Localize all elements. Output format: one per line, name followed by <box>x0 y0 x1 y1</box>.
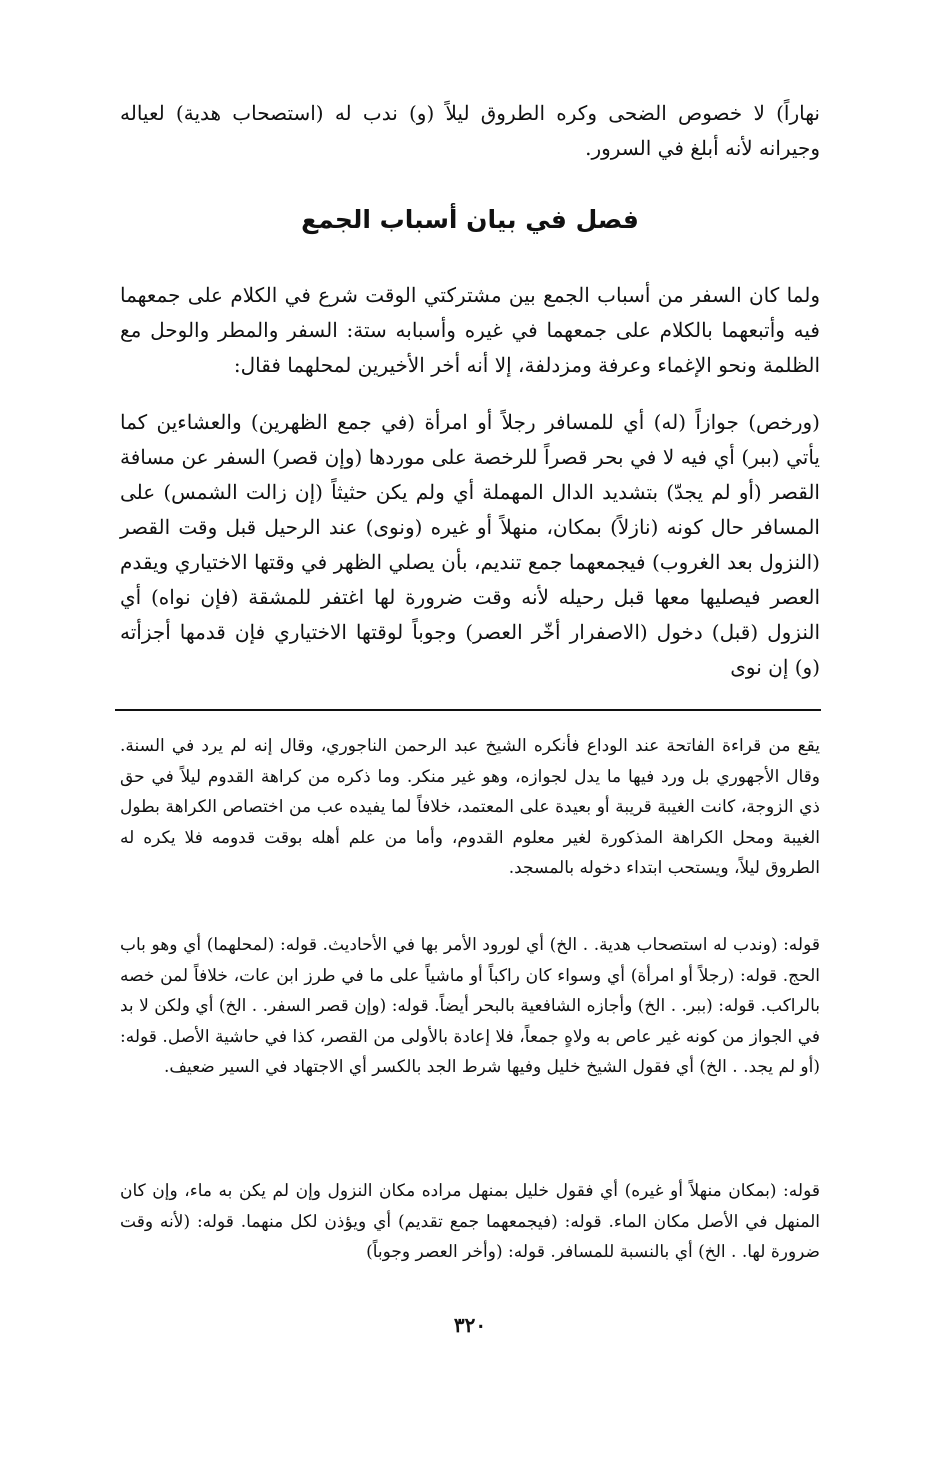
section-heading: فصل في بيان أسباب الجمع <box>301 205 639 234</box>
footnote-1: يقع من قراءة الفاتحة عند الوداع فأنكره الشيخ عبد الرحمن الناجوري، وقال إنه لم يرد في السنة. وقال الأجهوري بل ورد فيها ما يدل لجوازه، وهو غير منكر. وما ذكره من كراهة القدوم ليلاً في حق ذي الزوجة، كانت الغيبة قريبة أو بعيدة على المعتمد، خلافاً لما يفيده عب من اختصاص الكراهة بطول الغيبة ومحل الكراهة المذكورة لغير معلوم القدوم، وأما من علم أهله بوقت قدومه فلا يكره له الطروق ليلاً، ويستحب ابتداء دخوله بالمسجد. <box>120 736 820 878</box>
footnote-separator <box>115 709 821 711</box>
page-number: ٣٢٠ <box>453 1313 487 1337</box>
section-intro-paragraph: ولما كان السفر من أسباب الجمع بين مشتركتي الوقت شرع في الكلام على جمعهما فيه وأتبعهما بالكلام على جمعهما في غيره وأسبابه ستة: السفر والمطر والوحل مع الظلمة ونحو الإغماء وعرفة ومزدلفة، إلا أنه أخر الأخيرين لمحلهما فقال: <box>120 283 820 377</box>
ruling-paragraph: (ورخص) جوازاً (له) أي للمسافر رجلاً أو امرأة (في جمع الظهرين) والعشاءين كما يأتي (ببر) أي فيه لا في بحر قصراً للرخصة على موردها (وإن قصر) السفر عن مسافة القصر (أو لم يجدّ) بتشديد الدال المهملة أي ولم يكن حثيثاً (إن زالت الشمس) على المسافر حال كونه (نازلاً) بمكان، منهلاً أو غيره (ونوى) عند الرحيل قبل وقت القصر (النزول بعد الغروب) فيجمعهما جمع تنديم، بأن يصلي الظهر في وقتها الاختياري ويقدم العصر فيصليها معها قبل رحيله لأنه وقت ضرورة لها اغتفر للمشقة (فإن نواه) أي النزول (قبل) دخول (الاصفرار أخّر العصر) وجوباً لوقتها الاختياري فإن قدمها أجزأته (و) إن نوى <box>120 410 821 679</box>
footnote-2: قوله: (وندب له استصحاب هدية. . الخ) أي لورود الأمر بها في الأحاديث. قوله: (لمحلهما) أي وهو باب الحج. قوله: (رجلاً أو امرأة) أي وسواء كان راكباً أو ماشياً على ما في طرز ابن عات، خلافاً لمن خصه بالراكب. قوله: (ببر. . الخ) وأجازه الشافعية بالبحر أيضاً. قوله: (وإن قصر السفر. . الخ) أي ولكن لا بد في الجواز من كونه غير عاص به ولاهٍ جمعاً، فلا إعادة بالأولى من القصر، كذا في حاشية الأصل. قوله: (أو لم يجد. . الخ) أي فقول الشيخ خليل وفيها شرط الجد بالكسر أي الاجتهاد في السير ضعيف. <box>120 935 820 1077</box>
continued-paragraph: نهاراً) لا خصوص الضحى وكره الطروق ليلاً (و) ندب له (استصحاب هدية) لعياله وجيرانه لأنه أبلغ في السرور. <box>120 101 820 160</box>
footnote-3: قوله: (بمكان منهلاً أو غيره) أي فقول خليل بمنهل مراده مكان النزول وإن لم يكن به ماء، وإن كان المنهل في الأصل مكان الماء. قوله: (فيجمعهما جمع تقديم) أي ويؤذن لكل منهما. قوله: (لأنه وقت ضرورة لها. . الخ) أي بالنسبة للمسافر. قوله: (وأخر العصر وجوباً) <box>120 1181 820 1262</box>
